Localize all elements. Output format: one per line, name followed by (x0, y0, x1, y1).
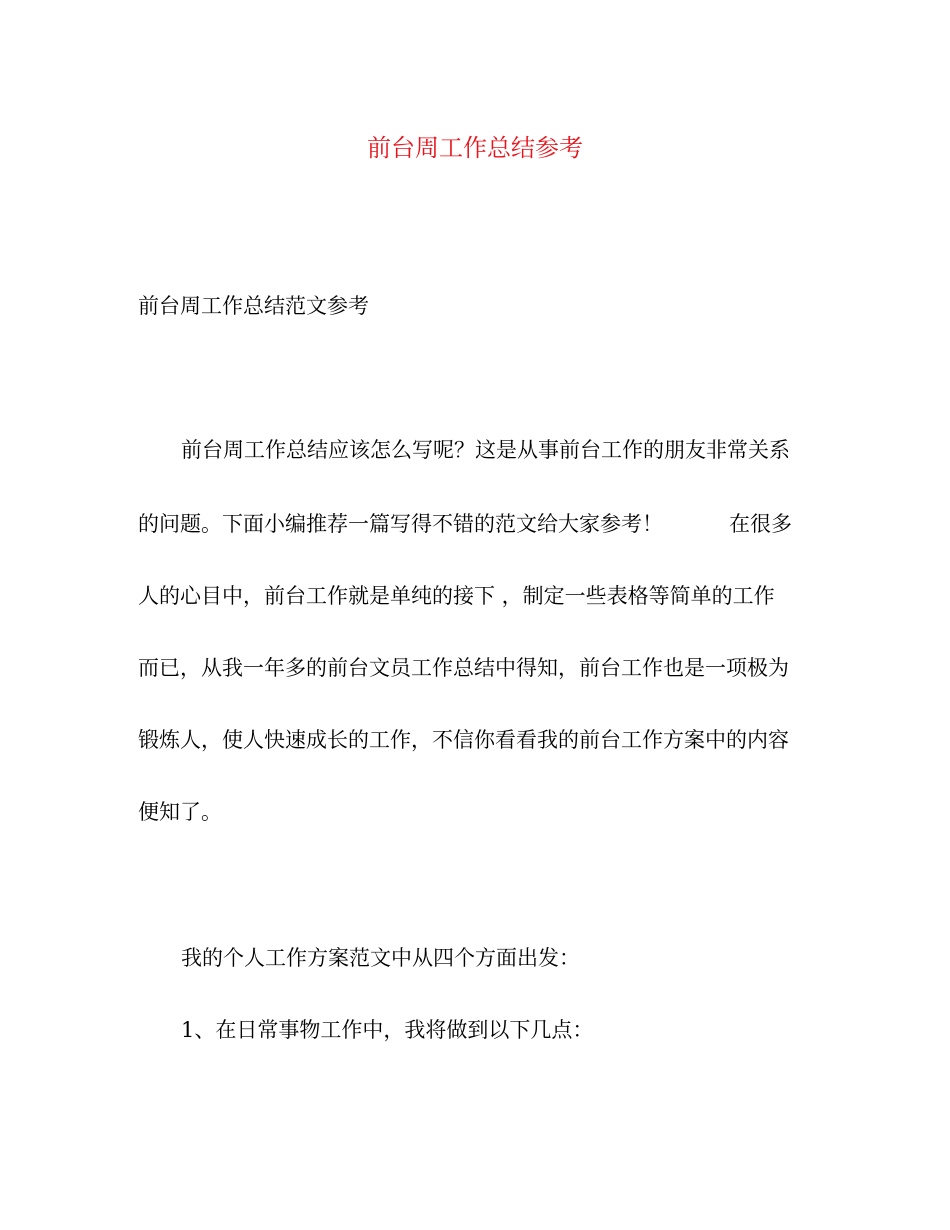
paragraph-text: 的问题。下面小编推荐一篇写得不错的范文给大家参考！ (138, 512, 663, 536)
paragraph-text: 在很多 (729, 512, 792, 536)
paragraph-line: 前台周工作总结应该怎么写呢？这是从事前台工作的朋友非常关系 (181, 438, 790, 462)
paragraph-line: 便知了。 (138, 800, 222, 824)
document-subtitle: 前台周工作总结范文参考 (138, 294, 369, 318)
paragraph-line (138, 508, 792, 540)
document-title: 前台周工作总结参考 (367, 134, 583, 162)
section-intro: 我的个人工作方案范文中从四个方面出发： (181, 946, 580, 970)
paragraph-line: 而已，从我一年多的前台文员工作总结中得知，前台工作也是一项极为 (138, 656, 789, 680)
list-item: 1、在日常事物工作中，我将做到以下几点： (181, 1018, 594, 1042)
paragraph-line: 锻炼人，使人快速成长的工作，不信你看看我的前台工作方案中的内容 (138, 728, 789, 752)
paragraph-line: 人的心目中，前台工作就是单纯的接下 ，制定一些表格等简单的工作 (138, 584, 775, 608)
